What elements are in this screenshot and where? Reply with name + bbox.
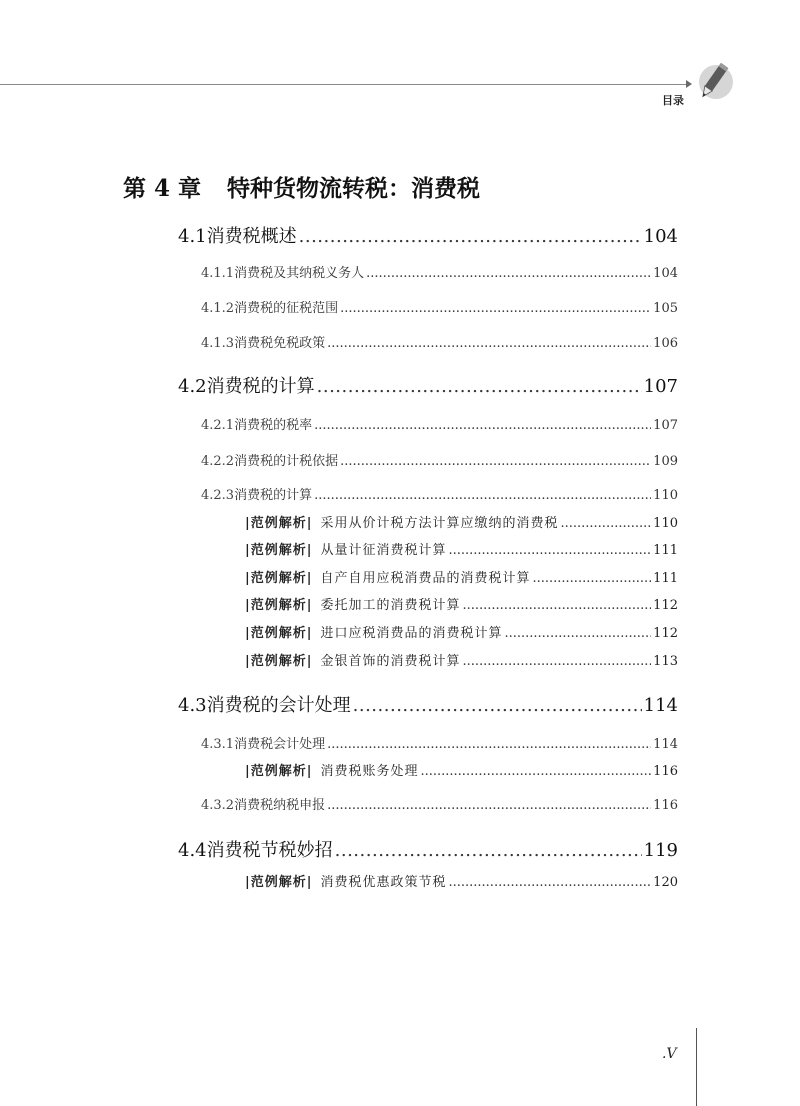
example-title: 进口应税消费品的消费税计算 — [320, 626, 503, 641]
header-rule — [0, 84, 690, 85]
dot-leader — [327, 737, 651, 752]
toc-subsection-4-2-3[interactable] — [201, 484, 678, 503]
chapter-number: 第 4 章 — [123, 175, 202, 202]
toc-example-5[interactable] — [245, 622, 678, 641]
example-title: 金银首饰的消费税计算 — [320, 654, 461, 669]
dot-leader — [317, 376, 642, 397]
footer-side-rule — [696, 1028, 697, 1106]
dot-leader — [532, 571, 651, 586]
subsection-number: 4.2.3 — [201, 488, 235, 503]
subsection-number: 4.1.2 — [201, 301, 235, 316]
page-number: 109 — [653, 454, 678, 469]
toc-section-4-2[interactable] — [178, 372, 678, 398]
subsection-number: 4.2.2 — [201, 454, 235, 469]
toc-example-1[interactable] — [245, 512, 678, 531]
chapter-title — [123, 170, 480, 203]
example-title: 消费税账务处理 — [320, 764, 419, 779]
dot-leader — [448, 875, 651, 890]
section-number: 4.1 — [178, 226, 207, 247]
dot-leader — [327, 336, 651, 351]
page-number: 106 — [653, 336, 678, 351]
section-title: 消费税节税妙招 — [206, 840, 333, 861]
toc-subsection-4-1-1[interactable] — [201, 262, 678, 281]
example-title: 委托加工的消费税计算 — [320, 598, 461, 613]
toc-subsection-4-2-1[interactable] — [201, 414, 678, 433]
subsection-number: 4.3.2 — [201, 798, 235, 813]
example-tag: |范例解析| — [245, 571, 313, 586]
page-number: 114 — [653, 737, 678, 752]
toc-example-6[interactable] — [245, 650, 678, 669]
dot-leader — [353, 695, 642, 716]
page-number: 120 — [653, 875, 678, 890]
page-number: 111 — [653, 543, 678, 558]
dot-leader — [366, 266, 651, 281]
page-number: 110 — [653, 488, 678, 503]
section-title: 消费税概述 — [206, 226, 297, 247]
subsection-title: 消费税的计算 — [234, 488, 313, 503]
dot-leader — [560, 516, 651, 531]
dot-leader — [340, 301, 651, 316]
toc-subsection-4-1-3[interactable] — [201, 332, 678, 351]
page-number: 105 — [653, 301, 678, 316]
page-number: 112 — [653, 626, 678, 641]
toc-example-2[interactable] — [245, 539, 678, 558]
dot-leader — [462, 654, 651, 669]
example-title: 采用从价计税方法计算应缴纳的消费税 — [320, 516, 559, 531]
dot-leader — [504, 626, 651, 641]
chapter-name: 特种货物流转税：消费税 — [227, 175, 481, 202]
dot-leader — [420, 764, 651, 779]
pencil-icon — [690, 60, 736, 106]
subsection-number: 4.1.1 — [201, 266, 235, 281]
page-number: 104 — [643, 226, 678, 247]
page-number: 119 — [643, 840, 678, 861]
page-number: 114 — [643, 695, 678, 716]
header-label: 目录 — [662, 94, 684, 107]
toc-example-8[interactable] — [245, 871, 678, 890]
page-number: 111 — [653, 571, 678, 586]
page-number: 112 — [653, 598, 678, 613]
page-number: 104 — [653, 266, 678, 281]
section-number: 4.4 — [178, 840, 207, 861]
toc-section-4-3[interactable] — [178, 691, 678, 717]
toc-example-3[interactable] — [245, 567, 678, 586]
page-number: 107 — [643, 376, 678, 397]
dot-leader — [314, 418, 651, 433]
dot-leader — [327, 798, 651, 813]
page-number: 107 — [653, 418, 678, 433]
example-tag: |范例解析| — [245, 626, 313, 641]
toc-section-4-1[interactable] — [178, 222, 678, 248]
example-tag: |范例解析| — [245, 598, 313, 613]
subsection-number: 4.3.1 — [201, 737, 235, 752]
example-title: 自产自用应税消费品的消费税计算 — [320, 571, 531, 586]
toc-subsection-4-2-2[interactable] — [201, 450, 678, 469]
subsection-number: 4.2.1 — [201, 418, 235, 433]
dot-leader — [314, 488, 651, 503]
example-title: 消费税优惠政策节税 — [320, 875, 447, 890]
subsection-title: 消费税的税率 — [234, 418, 313, 433]
subsection-title: 消费税及其纳税义务人 — [234, 266, 365, 281]
section-number: 4.3 — [178, 695, 207, 716]
example-tag: |范例解析| — [245, 543, 313, 558]
page-number: 110 — [653, 516, 678, 531]
toc-subsection-4-1-2[interactable] — [201, 297, 678, 316]
page-number: 116 — [653, 798, 678, 813]
toc-subsection-4-3-1[interactable] — [201, 733, 678, 752]
toc-section-4-4[interactable] — [178, 836, 678, 862]
toc-example-4[interactable] — [245, 594, 678, 613]
folio-page-number: .V — [662, 1046, 677, 1062]
subsection-number: 4.1.3 — [201, 336, 235, 351]
example-tag: |范例解析| — [245, 875, 313, 890]
dot-leader — [462, 598, 651, 613]
dot-leader — [299, 226, 642, 247]
example-tag: |范例解析| — [245, 654, 313, 669]
toc-subsection-4-3-2[interactable] — [201, 794, 678, 813]
subsection-title: 消费税纳税申报 — [234, 798, 326, 813]
section-number: 4.2 — [178, 376, 207, 397]
dot-leader — [335, 840, 642, 861]
subsection-title: 消费税的征税范围 — [234, 301, 339, 316]
page-number: 113 — [653, 654, 678, 669]
section-title: 消费税的计算 — [206, 376, 315, 397]
dot-leader — [448, 543, 651, 558]
section-title: 消费税的会计处理 — [206, 695, 351, 716]
example-tag: |范例解析| — [245, 764, 313, 779]
page-number: 116 — [653, 764, 678, 779]
subsection-title: 消费税免税政策 — [234, 336, 326, 351]
example-title: 从量计征消费税计算 — [320, 543, 447, 558]
dot-leader — [340, 454, 651, 469]
subsection-title: 消费税的计税依据 — [234, 454, 339, 469]
toc-example-7[interactable] — [245, 760, 678, 779]
example-tag: |范例解析| — [245, 516, 313, 531]
subsection-title: 消费税会计处理 — [234, 737, 326, 752]
